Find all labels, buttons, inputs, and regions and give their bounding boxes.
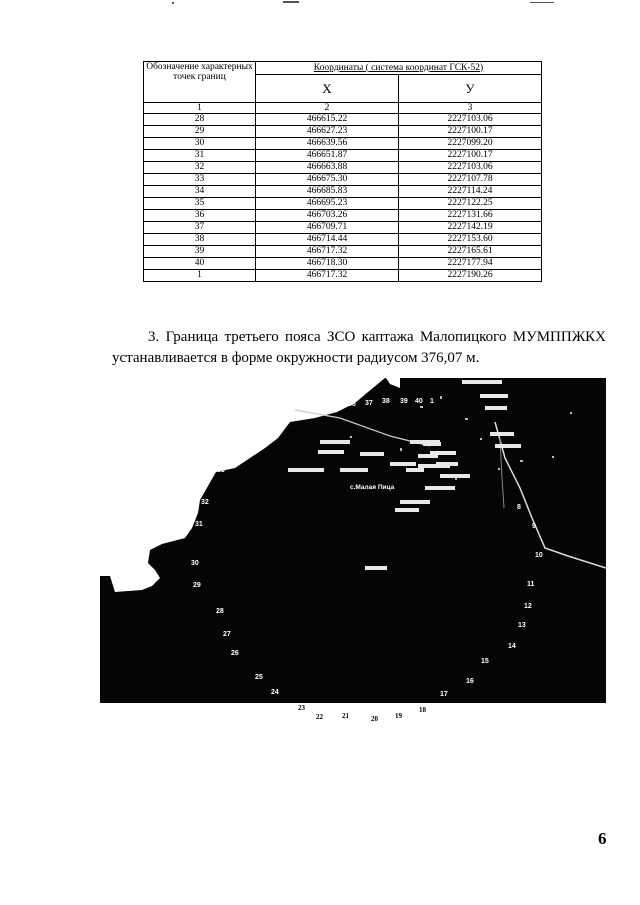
y-cell: 2227190.26 [399, 270, 542, 282]
y-cell: 2227177.94 [399, 258, 542, 270]
point-cell: 29 [144, 126, 256, 138]
point-cell: 39 [144, 246, 256, 258]
point-cell: 28 [144, 114, 256, 126]
x-cell: 466675.30 [256, 174, 399, 186]
map-point-label-below: 23 [298, 704, 305, 712]
x-cell: 466651.87 [256, 150, 399, 162]
x-cell: 466695.23 [256, 198, 399, 210]
point-cell: 40 [144, 258, 256, 270]
map-point-label: 30 [191, 560, 199, 567]
map-place-label: с.Малая Пица [350, 484, 395, 491]
map-point-label: 16 [466, 678, 474, 685]
map-point-label-below: 21 [342, 712, 349, 720]
map-image [100, 378, 606, 703]
header-coordinates: Координаты ( система координат ГСК-52) [256, 62, 542, 75]
map-figure [100, 378, 606, 703]
point-cell: 38 [144, 234, 256, 246]
map-point-label: 29 [193, 582, 201, 589]
x-cell: 466717.32 [256, 246, 399, 258]
map-point-label: 12 [524, 603, 532, 610]
table-row [144, 270, 542, 282]
y-cell: 2227099.20 [399, 138, 542, 150]
point-cell: 35 [144, 198, 256, 210]
header-y: У [399, 75, 542, 103]
map-point-label: 14 [508, 643, 516, 650]
y-cell: 2227100.17 [399, 150, 542, 162]
table-row [144, 162, 542, 174]
scan-speck [283, 1, 299, 3]
map-point-label: 40 [415, 398, 423, 405]
y-cell: 2227122.25 [399, 198, 542, 210]
map-point-label: 39 [400, 398, 408, 405]
x-cell: 466709.71 [256, 222, 399, 234]
page-number: 6 [598, 829, 607, 848]
table-row [144, 222, 542, 234]
table-row [144, 174, 542, 186]
map-point-label-below: 18 [419, 706, 426, 714]
map-point-label: 27 [223, 631, 231, 638]
map-point-label: 26 [231, 650, 239, 657]
table-row [144, 150, 542, 162]
point-cell: 31 [144, 150, 256, 162]
map-point-label: 11 [527, 581, 535, 588]
table-row [144, 258, 542, 270]
table-row [144, 114, 542, 126]
map-point-label: 28 [216, 608, 224, 615]
point-cell: 36 [144, 210, 256, 222]
point-cell: 37 [144, 222, 256, 234]
map-point-label: 37 [365, 400, 373, 407]
map-point-label: 10 [535, 552, 543, 559]
table-row [144, 246, 542, 258]
y-cell: 2227114.24 [399, 186, 542, 198]
table-row [144, 234, 542, 246]
scan-speck [530, 2, 554, 3]
table-row [144, 210, 542, 222]
x-cell: 466663.88 [256, 162, 399, 174]
boundary-paragraph: 3. Граница третьего пояса ЗСО каптажа Малопицкого МУМППЖКХ устанавливается в форме окружности радиусом 376,07 м. [112, 329, 606, 366]
point-cell: 1 [144, 270, 256, 282]
point-cell: 30 [144, 138, 256, 150]
x-cell: 466685.83 [256, 186, 399, 198]
x-cell: 466615.22 [256, 114, 399, 126]
x-cell: 466703.26 [256, 210, 399, 222]
map-point-label-below: 22 [316, 713, 323, 721]
column-number: 1 [144, 103, 256, 114]
map-point-label: 25 [255, 674, 263, 681]
coordinates-table [143, 61, 542, 282]
y-cell: 2227103.06 [399, 114, 542, 126]
point-cell: 32 [144, 162, 256, 174]
x-cell: 466717.32 [256, 270, 399, 282]
header-x: X [256, 75, 399, 103]
map-point-label: 35 [314, 401, 322, 408]
map-point-label: 32 [201, 499, 209, 506]
map-point-label: 9 [532, 523, 536, 530]
table-row [144, 126, 542, 138]
y-cell: 2227165.61 [399, 246, 542, 258]
map-point-label: 24 [271, 689, 279, 696]
x-cell: 466714.44 [256, 234, 399, 246]
map-point-label-below: 19 [395, 712, 402, 720]
map-point-label: 1 [430, 398, 434, 405]
y-cell: 2227142.19 [399, 222, 542, 234]
map-point-label: 15 [481, 658, 489, 665]
map-point-label-below: 20 [371, 715, 378, 723]
x-cell: 466627.23 [256, 126, 399, 138]
table-row [144, 186, 542, 198]
map-point-label: 13 [518, 622, 526, 629]
x-cell: 466639.56 [256, 138, 399, 150]
y-cell: 2227153.60 [399, 234, 542, 246]
point-cell: 33 [144, 174, 256, 186]
table-row [144, 138, 542, 150]
y-cell: 2227100.17 [399, 126, 542, 138]
column-number: 2 [256, 103, 399, 114]
point-cell: 34 [144, 186, 256, 198]
map-point-label: 31 [195, 521, 203, 528]
column-number: 3 [399, 103, 542, 114]
y-cell: 2227103.06 [399, 162, 542, 174]
y-cell: 2227107.78 [399, 174, 542, 186]
y-cell: 2227131.66 [399, 210, 542, 222]
x-cell: 466718.30 [256, 258, 399, 270]
header-point-designation: Обозначение характерных точек границ [144, 62, 256, 103]
scan-speck [172, 2, 174, 4]
map-point-label: 38 [382, 398, 390, 405]
map-point-label: 8 [517, 504, 521, 511]
map-point-label: 17 [440, 691, 448, 698]
map-point-label: 34 [285, 401, 293, 408]
map-point-label: 36 [348, 401, 356, 408]
map-point-label: 33 [217, 467, 225, 474]
table-row [144, 198, 542, 210]
